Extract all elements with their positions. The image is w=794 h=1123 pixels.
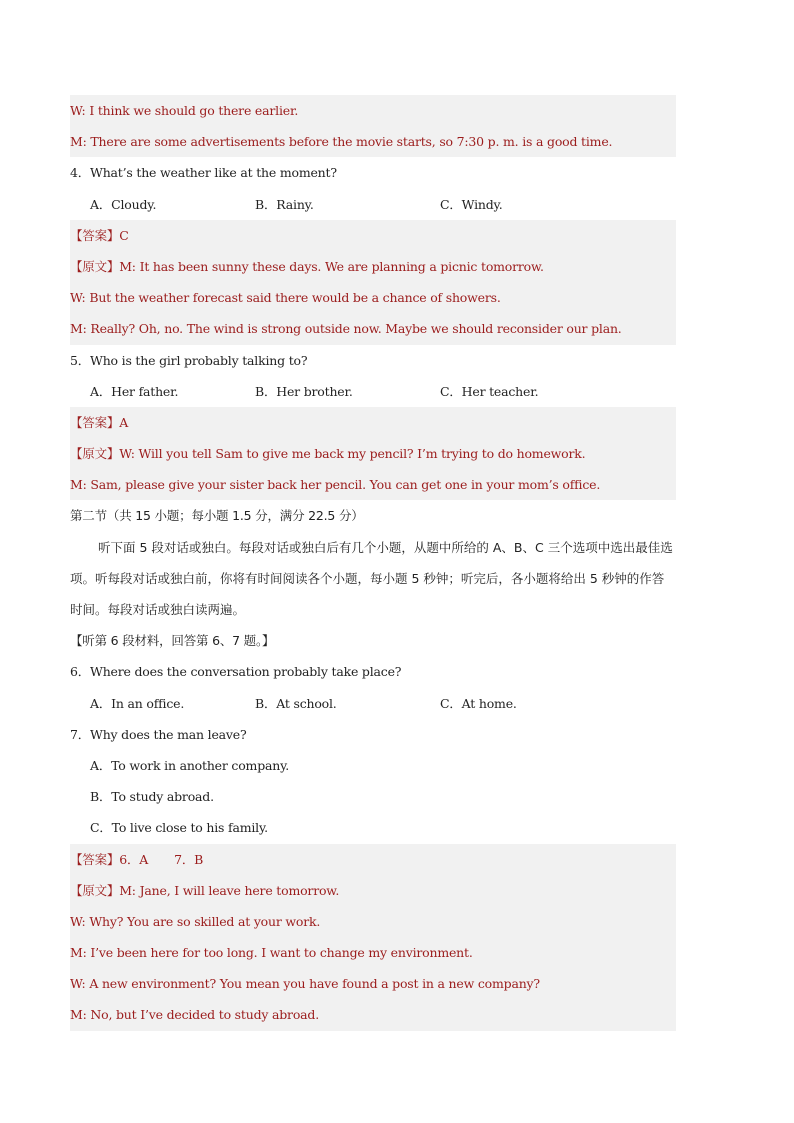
option-c: C．Windy. [440,196,503,212]
option-b: B．Rainy. [255,196,314,212]
answer-5 [70,407,676,438]
answer-value: C [119,227,129,243]
script-tag: 【原文】 [70,882,120,898]
answer-tag: 【答案】 [70,227,120,243]
question-5: 5．Who is the girl probably talking to? [70,352,308,368]
question-6: 6．Where does the conversation probably take place? [70,664,402,680]
script-tag: 【原文】 [70,258,120,274]
option-a: A．In an office. [90,695,185,711]
answer-6-7 [70,844,676,875]
section-heading: 第二节（共 15 小题；每小题 1.5 分，满分 22.5 分） [70,508,364,524]
option-c: C．Her teacher. [440,383,539,399]
option-b: B．Her brother. [255,383,353,399]
option-a: A．Cloudy. [90,196,157,212]
question-6-options [70,688,676,719]
question-4: 4．What’s the weather like at the moment? [70,165,337,181]
script-5-line-1 [70,438,676,469]
answer-4 [70,220,676,251]
option-c: C．To live close to his family. [90,820,268,836]
answer-value: 6．A [119,851,149,867]
dialogue-line: W: But the weather forecast said there would be a chance of showers. [70,282,676,313]
section-instructions: 听下面 5 段对话或独白。每段对话或独白后有几个小题，从题中所给的 A、B、C 三个选项中选出最佳选项。听每段对话或独白前，你将有时间阅读各个小题，每小题 5 秒钟；听完后，各小题将给出 5 秒钟的作答时间。每段对话或独白读两遍。 [70,539,673,618]
script-67-line-1 [70,875,676,906]
option-b: B．To study abroad. [90,789,214,805]
option-b: B．At school. [255,695,337,711]
script-tag: 【原文】 [70,446,120,462]
dialogue-line: W: Will you tell Sam to give me back my pencil? I’m trying to do homework. [119,446,586,462]
material-heading: 【听第 6 段材料，回答第 6、7 题。】 [70,633,275,649]
answer-value: A [119,414,129,430]
answer-tag: 【答案】 [70,851,120,867]
dialogue-line: M: Really? Oh, no. The wind is strong outside now. Maybe we should reconsider our plan. [70,313,676,344]
dialogue-line: M: It has been sunny these days. We are planning a picnic tomorrow. [119,258,544,274]
answer-value: 7．B [174,851,204,867]
dialogue-line: M: Jane, I will leave here tomorrow. [119,882,340,898]
dialogue-line: M: Sam, please give your sister back her pencil. You can get one in your mom’s office. [70,469,676,500]
dialogue-line: W: A new environment? You mean you have found a post in a new company? [70,968,676,999]
question-7: 7．Why does the man leave? [70,726,247,742]
dialogue-line: W: Why? You are so skilled at your work. [70,906,676,937]
dialogue-line: M: No, but I’ve decided to study abroad. [70,999,676,1030]
dialogue-line: W: I think we should go there earlier. [70,95,676,126]
script-4-line-1 [70,251,676,282]
document-page [70,95,676,1031]
dialogue-line: M: There are some advertisements before the movie starts, so 7:30 p. m. is a good time. [70,126,676,157]
question-4-options [70,189,676,220]
option-a: A．To work in another company. [90,757,290,773]
option-a: A．Her father. [90,383,179,399]
question-5-options [70,376,676,407]
answer-tag: 【答案】 [70,414,120,430]
option-c: C．At home. [440,695,517,711]
dialogue-line: M: I’ve been here for too long. I want to change my environment. [70,937,676,968]
